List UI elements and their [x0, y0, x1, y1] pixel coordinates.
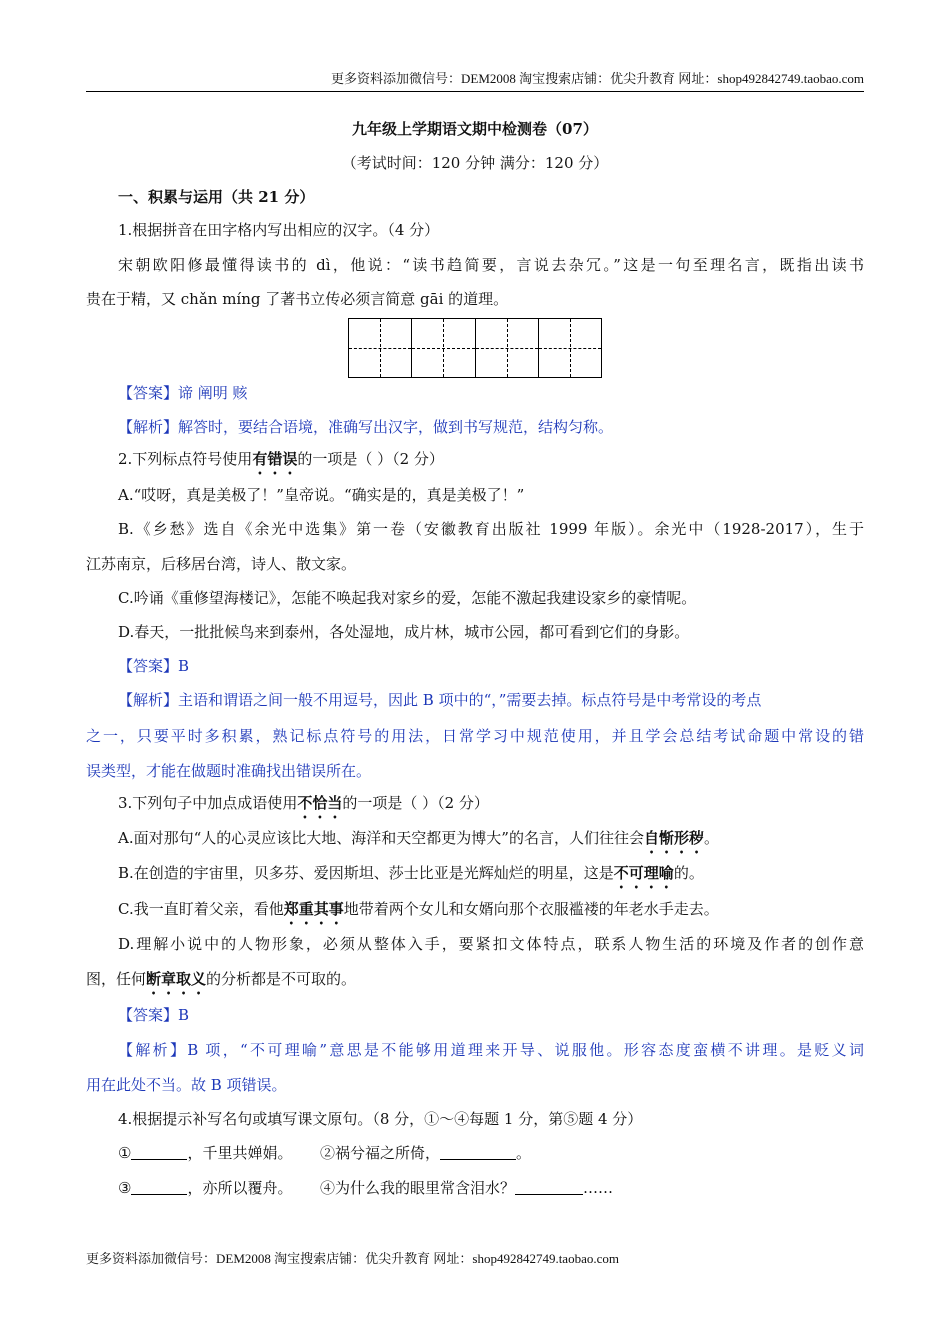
answer-label: 【答案】 — [118, 1006, 179, 1024]
q2-analysis-line2: 之一，只要平时多积累，熟记标点符号的用法，日常学习中规范使用，并且学会总结考试命题中常设的错 — [86, 727, 864, 745]
q2-option-b-line1: B.《乡愁》选自《余光中选集》第一卷（安徽教育出版社 1999 年版）。余光中（1928-2017），生于 — [118, 520, 864, 538]
q3-option-d-line2 — [86, 968, 356, 998]
q2-answer — [118, 655, 189, 676]
item-text: 。 — [516, 1144, 532, 1162]
answer-label: 【答案】 — [118, 384, 179, 402]
q2-stem — [118, 448, 444, 478]
q1-analysis — [118, 416, 613, 437]
q3-stem-tail: 的一项是（ ）（2 分） — [342, 794, 489, 812]
answer-text: B — [178, 1006, 190, 1024]
option-tail: 地带着两个女儿和女婿向那个衣服褴褛的年老水手走去。 — [343, 900, 719, 918]
option-text: B.在创造的宇宙里，贝多芬、爱因斯坦、莎士比亚是光辉灿烂的明星，这是 — [118, 864, 614, 882]
q3-option-c — [118, 898, 719, 928]
item-text: ，千里共婵娟。 — [187, 1144, 293, 1162]
analysis-label: 【解析】 — [118, 418, 179, 436]
q3-stem-text: 3.下列句子中加点成语使用 — [118, 794, 298, 812]
q1-passage-line2: 贵在于精，又 chǎn míng 了著书立传必须言简意 gāi 的道理。 — [86, 290, 509, 308]
q1-answer — [118, 382, 248, 403]
tianzige-cell[interactable] — [412, 319, 475, 377]
answer-blank[interactable] — [440, 1144, 516, 1160]
option-text: 图，任何 — [86, 970, 147, 988]
analysis-label: 【解析】 — [118, 1041, 188, 1059]
option-text: A.面对那句“人的心灵应该比大地、海洋和天空都更为博大”的名言，人们往往会 — [118, 829, 644, 847]
answer-text: 谛 阐明 赅 — [178, 384, 248, 402]
tianzige-cell[interactable] — [539, 319, 601, 377]
item-number: ① — [118, 1144, 132, 1162]
q1-passage-line1: 宋朝欧阳修最懂得读书的 dì，他说：“读书趋简要，言说去杂冗。”这是一句至理名言，既指出读书 — [118, 256, 864, 274]
analysis-text: B 项，“不可理喻”意思是不能够用道理来开导、说服他。形容态度蛮横不讲理。是贬义词 — [187, 1041, 864, 1059]
tianzige-cell[interactable] — [349, 319, 412, 377]
q2-option-b-line2: 江苏南京，后移居台湾，诗人、散文家。 — [86, 555, 357, 573]
q2-analysis-line1 — [118, 689, 761, 710]
q2-stem-tail: 的一项是（ ）（2 分） — [297, 450, 444, 468]
answer-blank[interactable] — [131, 1144, 187, 1160]
q3-emphasis: 不恰当 — [297, 794, 343, 812]
page-header: 更多资料添加微信号：DEM2008 淘宝搜索店铺：优尖升教育 网址：shop492842749.taobao.com — [86, 68, 864, 92]
option-tail: 。 — [703, 829, 719, 847]
option-tail: 的分析都是不可取的。 — [206, 970, 357, 988]
q1-stem: 1.根据拼音在田字格内写出相应的汉字。（4 分） — [118, 221, 440, 239]
tianzige-cell[interactable] — [476, 319, 539, 377]
analysis-text: 解答时，要结合语境，准确写出汉字，做到书写规范，结构匀称。 — [178, 418, 614, 436]
doc-subtitle: （考试时间：120 分钟 满分：120 分） — [341, 154, 609, 172]
answer-blank[interactable] — [131, 1179, 187, 1195]
q2-option-d: D.春天，一批批候鸟来到泰州，各处湿地，成片林，城市公园，都可看到它们的身影。 — [118, 623, 690, 641]
item-text: …… — [583, 1179, 614, 1197]
q2-analysis-line3: 误类型，才能在做题时准确找出错误所在。 — [86, 762, 372, 780]
q3-analysis-line1 — [118, 1039, 864, 1060]
doc-title: 九年级上学期语文期中检测卷（07） — [352, 120, 598, 138]
idiom-emphasis: 不可理喻 — [613, 864, 674, 882]
q3-option-a — [118, 827, 719, 857]
q3-answer — [118, 1004, 189, 1025]
q3-analysis-line2: 用在此处不当。故 B 项错误。 — [86, 1076, 287, 1094]
idiom-emphasis: 断章取义 — [146, 970, 207, 988]
section-heading: 一、积累与运用（共 21 分） — [118, 188, 315, 206]
item-text: ④为什么我的眼里常含泪水？ — [320, 1179, 516, 1197]
tianzige-grid — [348, 318, 602, 378]
item-number: ③ — [118, 1179, 132, 1197]
item-text: ，亦所以覆舟。 — [187, 1179, 293, 1197]
q4-stem: 4.根据提示补写名句或填写课文原句。（8 分，①～④每题 1 分，第⑤题 4 分） — [118, 1110, 643, 1128]
q3-stem — [118, 792, 489, 822]
q4-row1 — [118, 1142, 531, 1163]
analysis-label: 【解析】 — [118, 691, 179, 709]
idiom-emphasis: 郑重其事 — [283, 900, 344, 918]
option-tail: 的。 — [673, 864, 704, 882]
analysis-text: 主语和谓语之间一般不用逗号，因此 B 项中的“，”需要去掉。标点符号是中考常设的考点 — [178, 691, 762, 709]
answer-text: B — [178, 657, 190, 675]
answer-blank[interactable] — [515, 1179, 583, 1195]
q4-row2 — [118, 1177, 613, 1198]
q2-emphasis: 有错误 — [252, 450, 298, 468]
q2-option-c: C.吟诵《重修望海楼记》，怎能不唤起我对家乡的爱，怎能不激起我建设家乡的豪情呢。 — [118, 589, 697, 607]
q2-option-a: A.“哎呀，真是美极了！”皇帝说。“确实是的，真是美极了！” — [118, 486, 525, 504]
page-footer: 更多资料添加微信号：DEM2008 淘宝搜索店铺：优尖升教育 网址：shop492842749.taobao.com — [86, 1251, 619, 1266]
answer-label: 【答案】 — [118, 657, 179, 675]
item-text: ②祸兮福之所倚， — [320, 1144, 441, 1162]
option-text: C.我一直盯着父亲，看他 — [118, 900, 284, 918]
idiom-emphasis: 自惭形秽 — [643, 829, 704, 847]
q3-option-d-line1: D.理解小说中的人物形象，必须从整体入手，要紧扣文体特点，联系人物生活的环境及作者的创作意 — [118, 935, 864, 953]
q2-stem-text: 2.下列标点符号使用 — [118, 450, 253, 468]
q3-option-b — [118, 862, 704, 892]
